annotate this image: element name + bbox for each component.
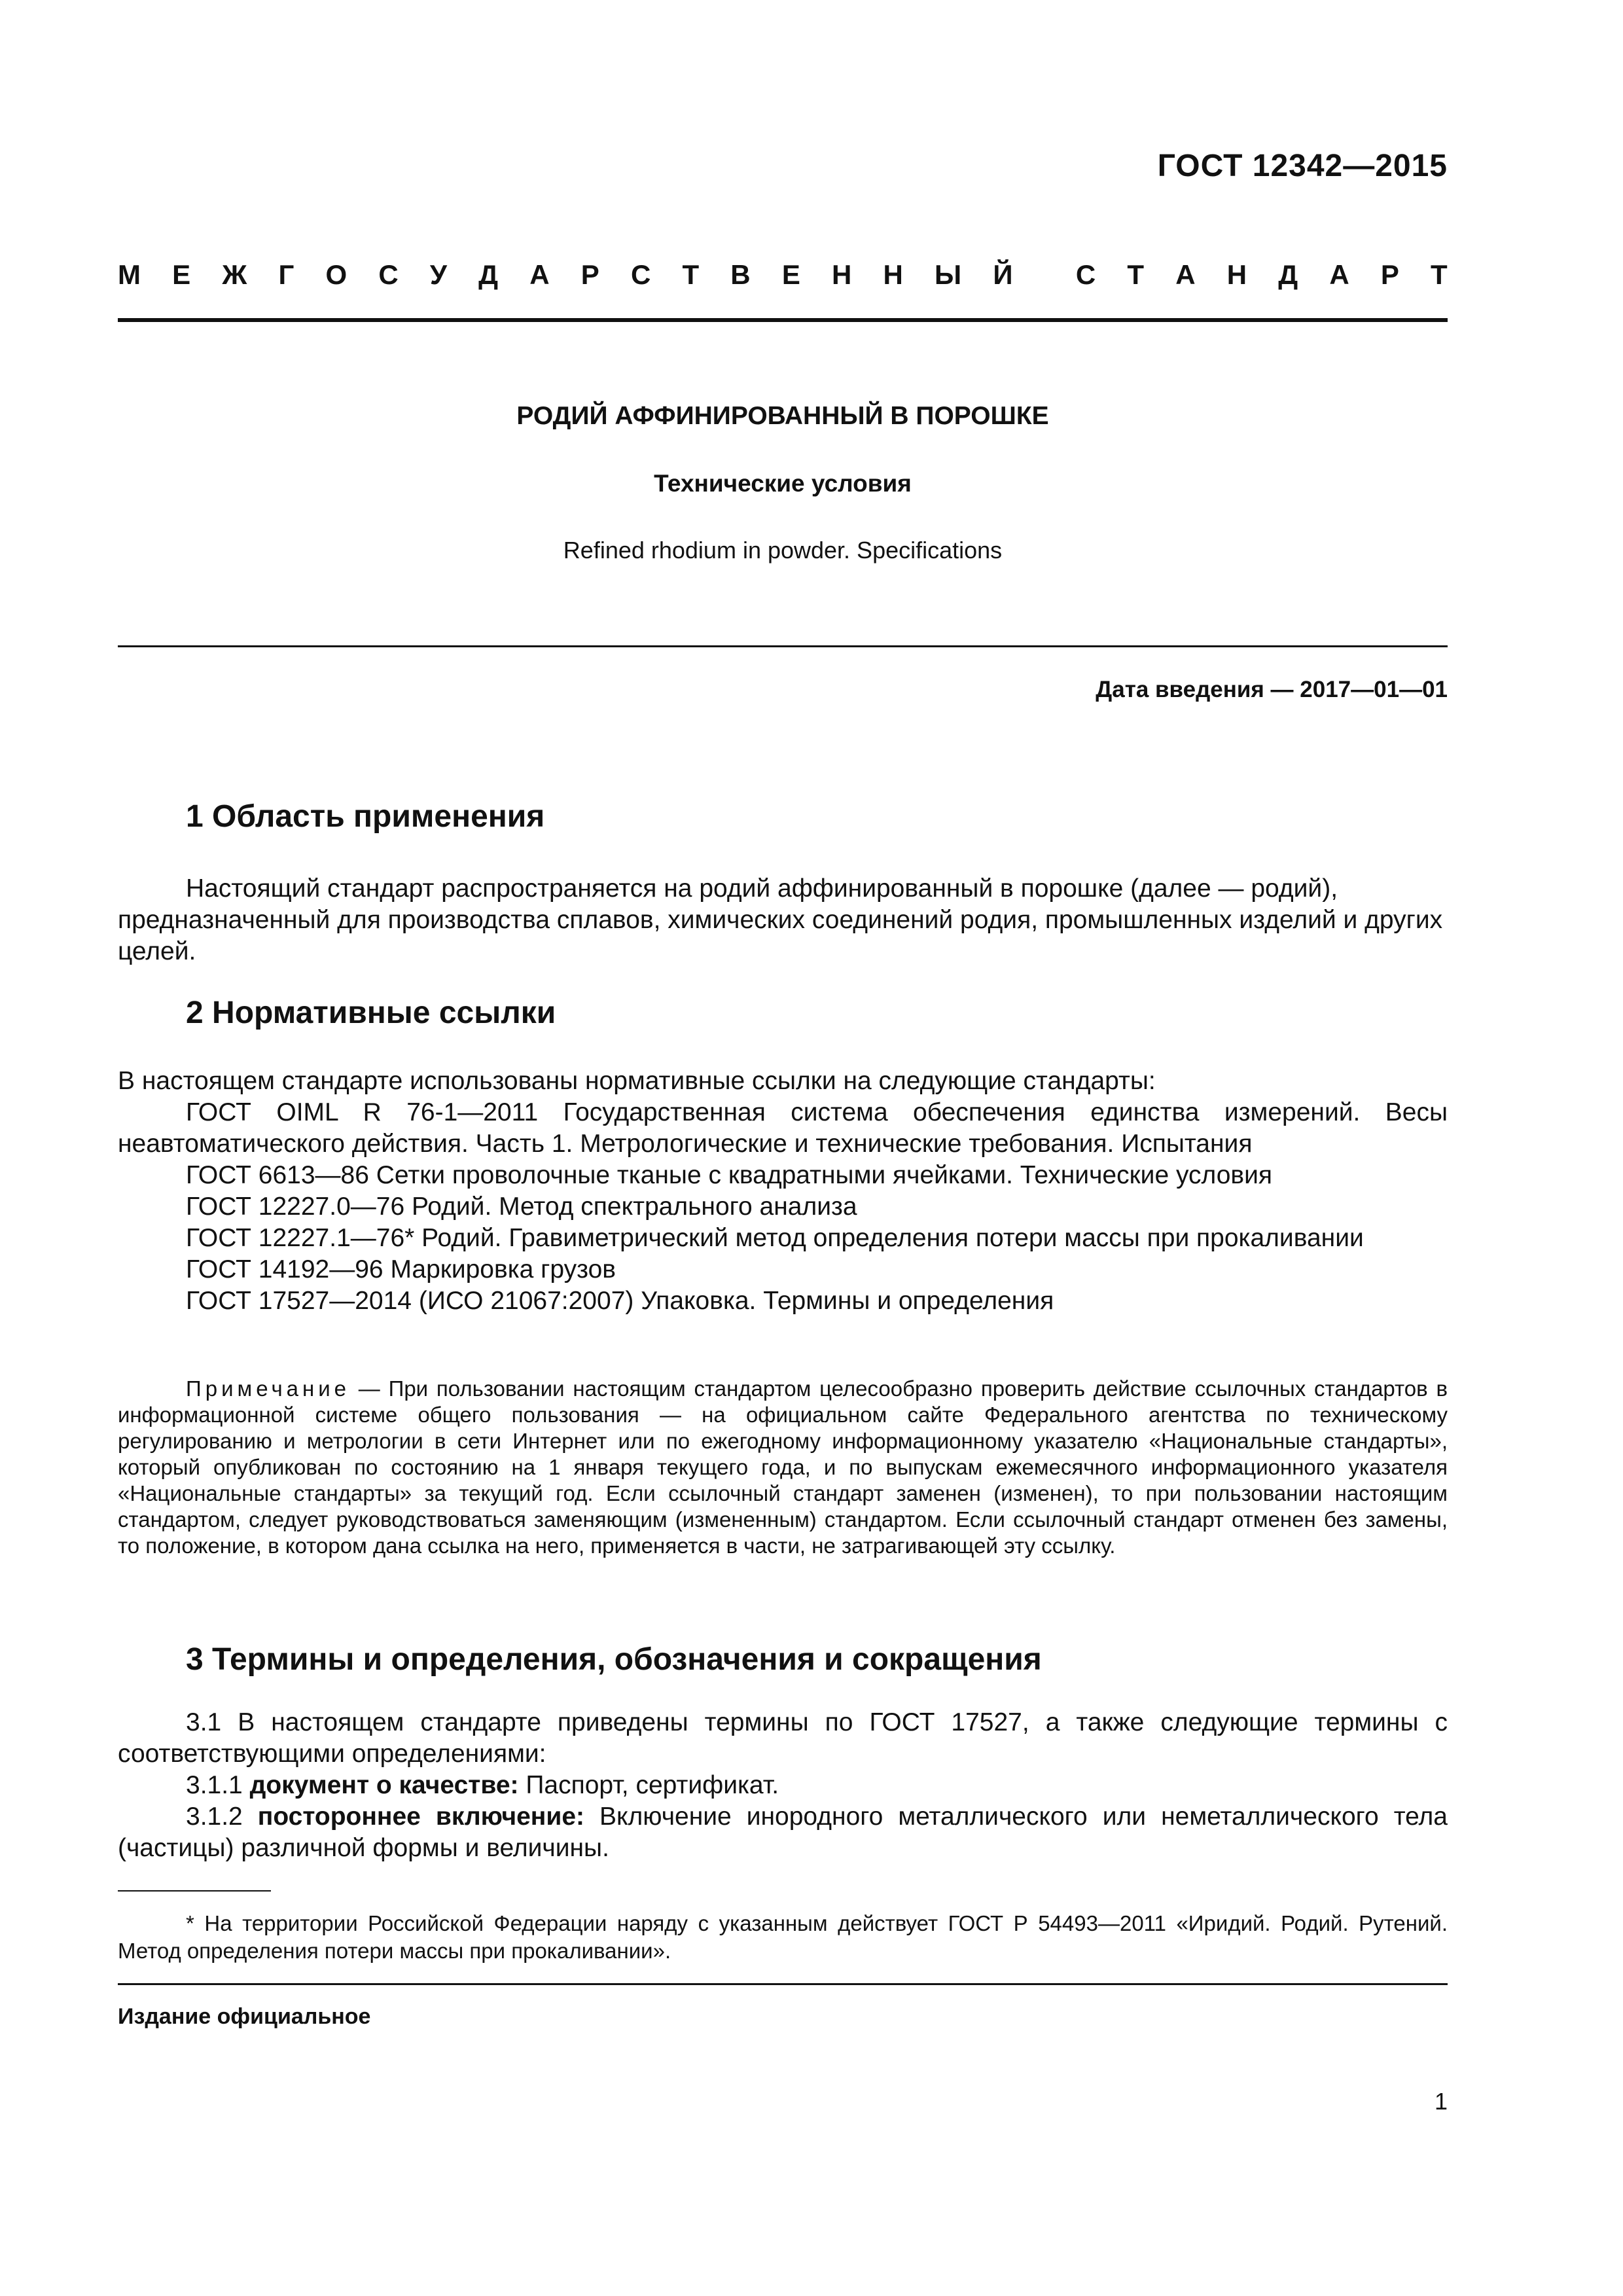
banner-letter: С [630, 259, 651, 290]
banner-letter: М [118, 259, 141, 290]
clause-3-1-2 [118, 1801, 1448, 1864]
section-2-heading: 2 Нормативные ссылки [186, 996, 556, 1030]
section-3-body [118, 1707, 1448, 1864]
document-subtitle: Технические условия [654, 470, 912, 497]
footnote [118, 1910, 1448, 1965]
section-3-heading: 3 Термины и определения, обозначения и сокращения [186, 1642, 1042, 1677]
footnote-text: * На территории Российской Федерации наряду с указанным действует ГОСТ Р 54493—2011 «Иридий. Родий. Рутений. Метод определения потери массы при прокаливании». [118, 1911, 1448, 1963]
clause-3-1-1 [118, 1770, 1448, 1801]
banner-letter: Д [1278, 259, 1298, 290]
banner-letter: Т [682, 259, 700, 290]
banner-letter: Ы [935, 259, 962, 290]
note-paragraph [118, 1376, 1448, 1559]
banner-letter: Ж [222, 259, 247, 290]
header-rule [118, 318, 1448, 322]
banner-letter: С [1075, 259, 1096, 290]
banner-letter: А [529, 259, 550, 290]
clause-number: 3.1.1 [186, 1771, 250, 1799]
gost-number: ГОСТ 12342—2015 [1157, 149, 1448, 183]
banner-letter: У [429, 259, 447, 290]
banner-letter: В [730, 259, 751, 290]
page-number: 1 [1434, 2088, 1448, 2115]
banner-letter: Г [278, 259, 294, 290]
official-edition-label: Издание официальное [118, 2004, 371, 2029]
reference-item: ГОСТ 6613—86 Сетки проволочные тканые с квадратными ячейками. Технические условия [186, 1161, 1273, 1189]
reference-item: ГОСТ 12227.1—76* Родий. Гравиметрический метод определения потери массы при прокаливании [186, 1224, 1364, 1252]
note-label: Примечание [186, 1376, 351, 1401]
banner-letter: Н [832, 259, 852, 290]
title-rule [118, 645, 1448, 647]
reference-item: ГОСТ OIML R 76-1—2011 Государственная система обеспечения единства измерений. Весы неавтоматического действия. Часть 1. Метрологические и технические требования. Испытания [118, 1098, 1448, 1158]
interstate-standard-banner [118, 259, 1448, 291]
footer-rule [118, 1983, 1448, 1985]
reference-item: ГОСТ 12227.0—76 Родий. Метод спектрального анализа [186, 1193, 857, 1221]
banner-letter: Н [883, 259, 903, 290]
clause-number: 3.1.2 [186, 1803, 258, 1831]
section-1-body [118, 873, 1448, 967]
footnote-separator [118, 1890, 271, 1892]
banner-letter: Т [1431, 259, 1448, 290]
introduction-date: Дата введения — 2017—01—01 [1096, 677, 1448, 702]
english-title: Refined rhodium in powder. Specifications [563, 537, 1003, 564]
term-definition: Паспорт, сертификат. [518, 1771, 779, 1799]
references-note [118, 1376, 1448, 1559]
section-1-heading: 1 Область применения [186, 799, 545, 834]
clause-3-1: 3.1 В настоящем стандарте приведены термины по ГОСТ 17527, а также следующие термины с соответствующими определениями: [118, 1708, 1448, 1768]
document-title: РОДИЙ АФФИНИРОВАННЫЙ В ПОРОШКЕ [516, 402, 1049, 430]
term: постороннее включение: [257, 1803, 584, 1831]
banner-letter: Д [478, 259, 499, 290]
reference-item: ГОСТ 17527—2014 (ИСО 21067:2007) Упаковка. Термины и определения [186, 1287, 1054, 1315]
reference-item: ГОСТ 14192—96 Маркировка грузов [186, 1255, 616, 1283]
section-2-body [118, 1066, 1448, 1317]
banner-letter: Й [993, 259, 1013, 290]
banner-letter: Н [1226, 259, 1247, 290]
term-definition: Включение инородного металлического или неметаллического тела (частицы) различной формы и величины. [118, 1803, 1448, 1862]
banner-letter: Е [172, 259, 191, 290]
term: документ о качестве: [249, 1771, 519, 1799]
references-lead: В настоящем стандарте использованы нормативные ссылки на следующие стандарты: [118, 1067, 1156, 1095]
banner-letter: Е [781, 259, 800, 290]
banner-letter: А [1175, 259, 1196, 290]
banner-letter: Р [580, 259, 599, 290]
banner-letter: Р [1380, 259, 1399, 290]
note-text: — При пользовании настоящим стандартом целесообразно проверить действие ссылочных стандартов в информационной системе общего пользования — на официальном сайте Федерального агентства по техническому регулированию и метрологии в сети Интернет или по ежегодному информационному указателю «Национальные стандарты», который опубликован по состоянию на 1 января текущего года, и по выпускам ежемесячного информационного указателя «Национальные стандарты» за текущий год. Если ссылочный стандарт заменен (изменен), то при пользовании настоящим стандартом, следует руководствоваться заменяющим (измененным) стандартом. Если ссылочный стандарт отменен без замены, то положение, в котором дана ссылка на него, применяется в части, не затрагивающей эту ссылку. [118, 1376, 1448, 1558]
banner-letter: О [325, 259, 348, 290]
section-1-paragraph: Настоящий стандарт распространяется на родий аффинированный в порошке (далее — родий), предназначенный для производства сплавов, химических соединений родия, промышленных изделий и других целей. [118, 874, 1443, 965]
banner-letter: А [1329, 259, 1349, 290]
banner-letter: С [378, 259, 399, 290]
banner-letter: Т [1127, 259, 1145, 290]
